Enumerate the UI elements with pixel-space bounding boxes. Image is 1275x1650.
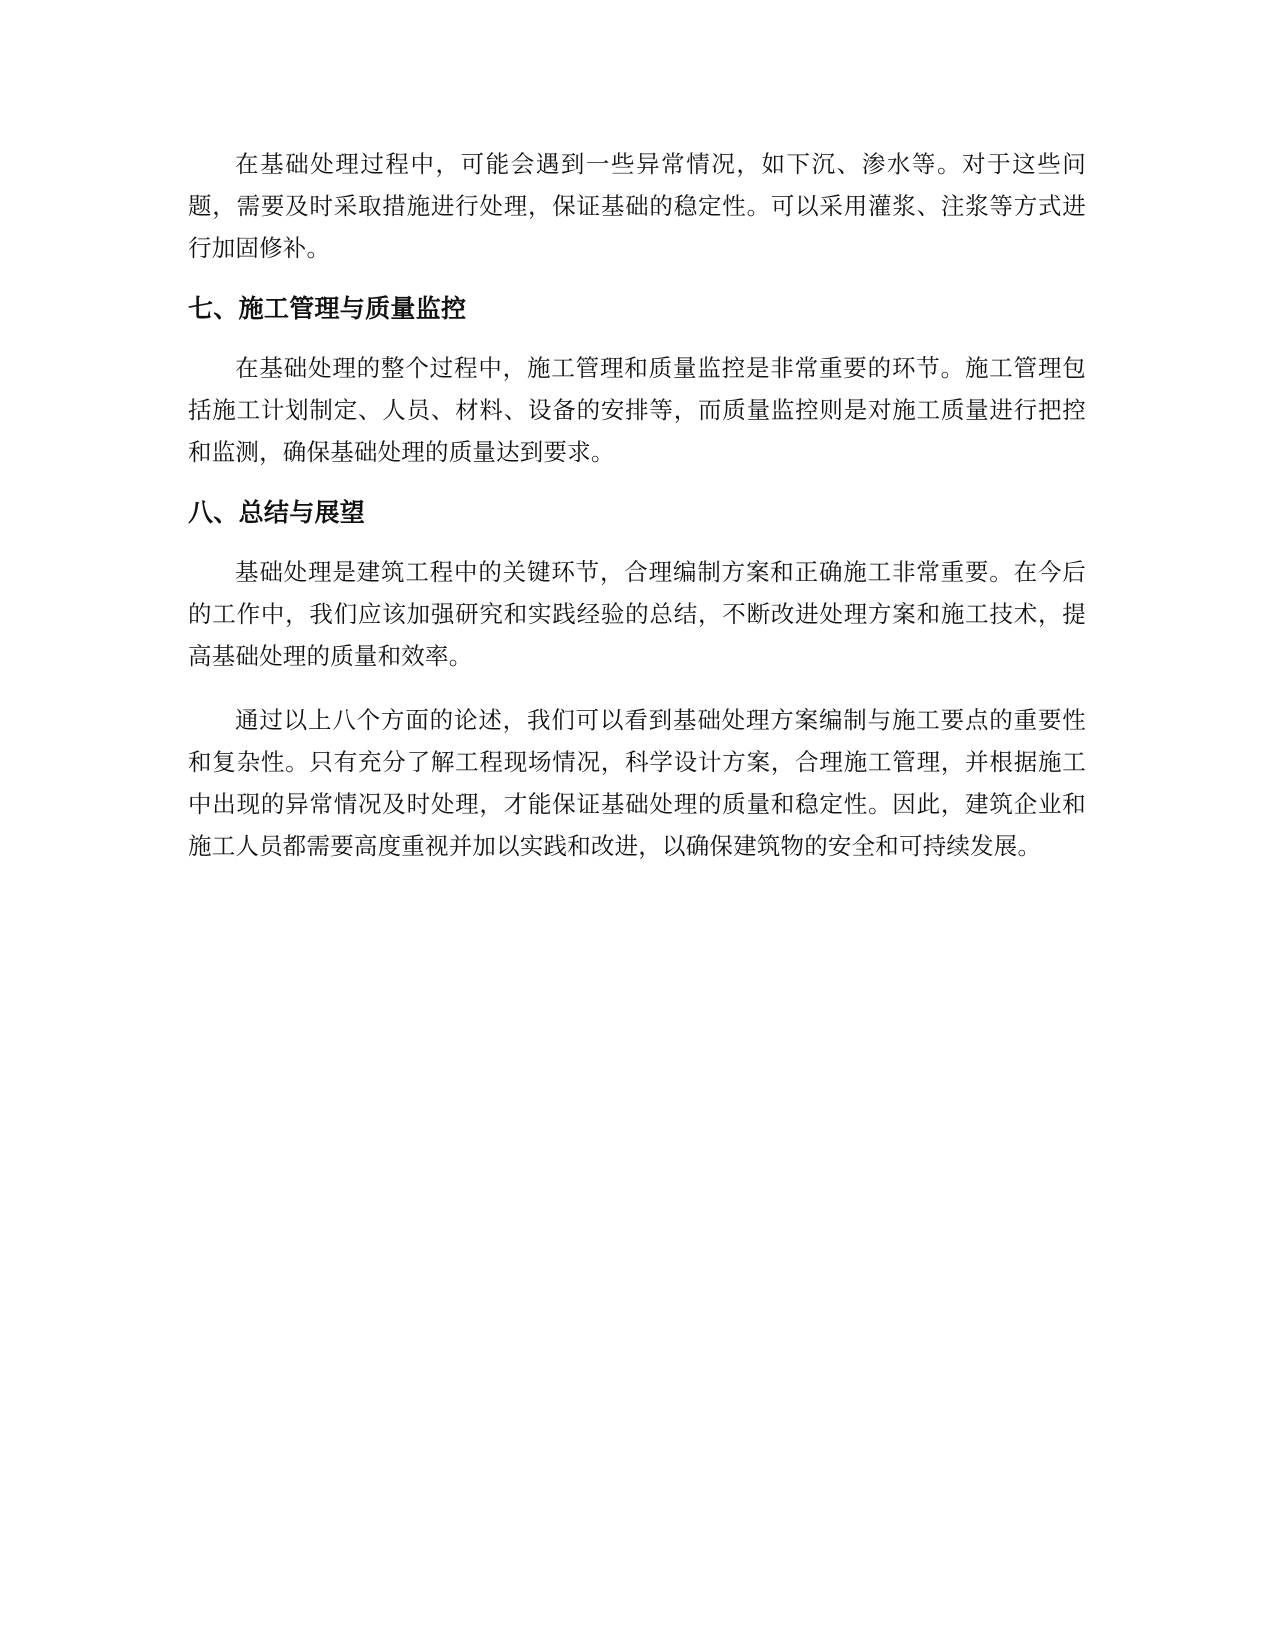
section-heading-summary-outlook: 八、总结与展望 [188,498,366,527]
spacer [188,677,1086,699]
paragraph-conclusion: 通过以上八个方面的论述，我们可以看到基础处理方案编制与施工要点的重要性和复杂性。只有充分了解工程现场情况，科学设计方案，合理施工管理，并根据施工中出现的异常情况及时处理，才能保证基础处理的质量和稳定性。因此，建筑企业和施工人员都需要高度重视并加以实践和改进，以确保建筑物的安全和可持续发展。 [188,706,1086,860]
spacer [188,533,1086,551]
spacer [188,329,1086,347]
spacer [188,269,1086,289]
section-heading-construction-management: 七、施工管理与质量监控 [188,294,467,323]
paragraph-construction-management: 在基础处理的整个过程中，施工管理和质量监控是非常重要的环节。施工管理包括施工计划制定、人员、材料、设备的安排等，而质量监控则是对施工质量进行把控和监测，确保基础处理的质量达到要求。 [188,354,1086,466]
paragraph-summary: 基础处理是建筑工程中的关键环节，合理编制方案和正确施工非常重要。在今后的工作中，我们应该加强研究和实践经验的总结，不断改进处理方案和施工技术，提高基础处理的质量和效率。 [188,558,1086,670]
document-body [188,143,1086,867]
spacer [188,473,1086,493]
paragraph-abnormal-handling: 在基础处理过程中，可能会遇到一些异常情况，如下沉、渗水等。对于这些问题，需要及时采取措施进行处理，保证基础的稳定性。可以采用灌浆、注浆等方式进行加固修补。 [188,150,1086,262]
